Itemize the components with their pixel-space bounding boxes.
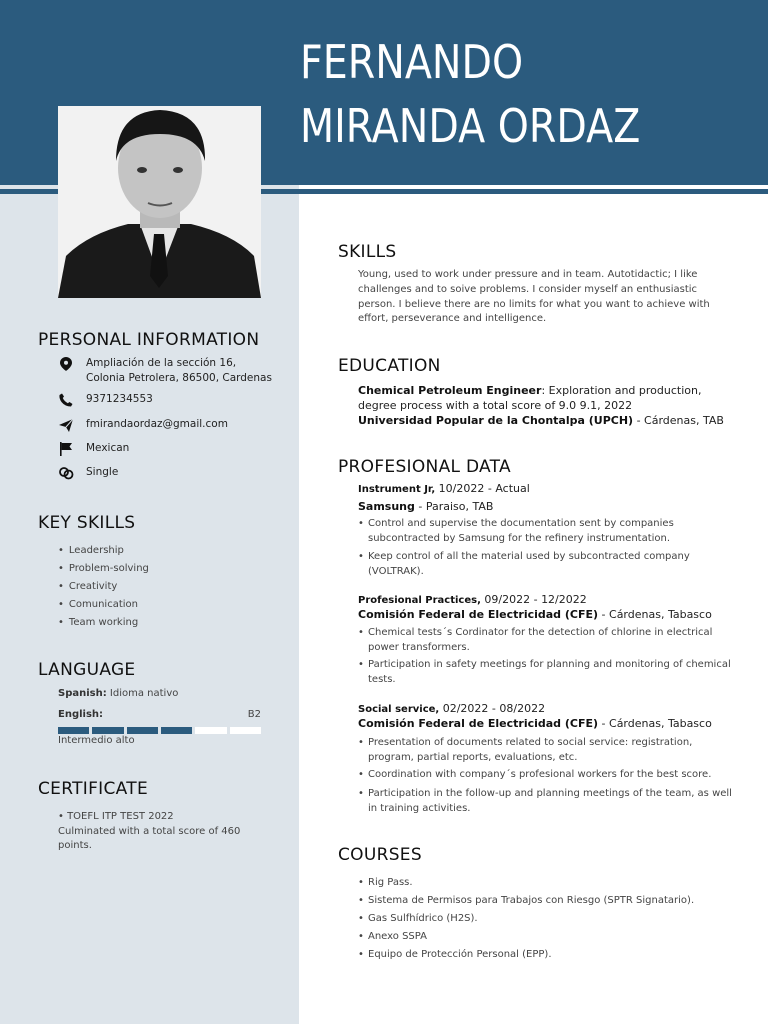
professional-data-title: PROFESIONAL DATA [338,457,511,477]
nationality-row [56,441,276,457]
job-role: Profesional Practices, [358,595,481,606]
degree-description: : Exploration and production, degree process with a total score of 9.0 9.1, 2022 [358,384,702,412]
location-pin-icon [56,356,76,372]
job-location: - Cárdenas, Tabasco [598,717,712,730]
english-label: English: [58,709,104,720]
language-title: LANGUAGE [38,660,136,680]
personal-information-title: PERSONAL INFORMATION [38,330,260,350]
job-role: Social service, [358,704,440,715]
nationality: Mexican [86,442,130,454]
job-company: Comisión Federal de Electricidad (CFE) [358,608,599,621]
spanish-label: Spanish: [58,688,107,699]
level-segment-empty [195,727,226,734]
list-item: • Participation in the follow-up and planning meetings of the team, as well in training activities. [358,787,738,816]
address-row [56,356,276,386]
english-description: Intermedio alto [58,735,135,746]
list-item: • Presentation of documents related to social service: registration, program, partial reports, evaluations, etc. [358,736,738,765]
list-item: • Comunication [58,598,149,616]
school-name: Universidad Popular de la Chontalpa (UPCH) [358,414,634,427]
level-segment-filled [127,727,158,734]
certificate-name: TOEFL ITP TEST 2022 [67,811,174,822]
courses-title: COURSES [338,845,422,865]
list-item: • Leadership [58,544,149,562]
list-item: • Problem-solving [58,562,149,580]
job-role: Instrument Jr, [358,484,436,495]
list-item: • Sistema de Permisos para Trabajos con Riesgo (SPTR Signatario). [358,894,738,909]
profile-photo [58,106,261,298]
phone-icon [56,392,76,408]
job-role-line [358,702,545,715]
level-segment-filled [161,727,192,734]
marital-status: Single [86,466,119,478]
level-segment-filled [58,727,89,734]
education-school [358,413,738,428]
list-item: • Rig Pass. [358,876,738,891]
candidate-name: FERNANDO MIRANDA ORDAZ [300,35,641,153]
job-role-line [358,593,587,606]
spanish-row [58,688,261,699]
job-company-line [358,500,493,513]
job-location: - Paraiso, TAB [414,500,494,513]
english-row [58,709,261,720]
job-company-line [358,608,712,621]
address-line-2: Colonia Petrolera, 86500, Cardenas [86,372,272,384]
job-dates: 10/2022 - Actual [435,482,530,495]
list-item: • Gas Sulfhídrico (H2S). [358,912,738,927]
marital-status-row [56,465,276,481]
list-item: • Anexo SSPA [358,930,738,945]
job-company-line [358,717,712,730]
list-item: • Equipo de Protección Personal (EPP). [358,948,738,963]
list-item: • Keep control of all the material used by subcontracted company (VOLTRAK). [358,550,738,579]
send-icon [56,417,76,433]
certificate-block: • TOEFL ITP TEST 2022 Culminated with a total score of 460 points. [58,810,258,854]
list-item: • Chemical tests´s Cordinator for the detection of chlorine in electrical power transformers. [358,626,738,655]
job-dates: 09/2022 - 12/2022 [480,593,587,606]
email-address: fmirandaordaz@gmail.com [86,418,228,430]
list-item: • Creativity [58,580,149,598]
school-location: - Cárdenas, TAB [633,414,724,427]
list-item: • Coordination with company´s profesional workers for the best score. [358,768,738,783]
job-role-line [358,482,530,495]
phone-number: 9371234553 [86,393,153,405]
level-segment-empty [230,727,261,734]
job-location: - Cárdenas, Tabasco [598,608,712,621]
certificate-description: Culminated with a total score of 460 points. [58,825,241,851]
job-company: Comisión Federal de Electricidad (CFE) [358,717,599,730]
level-segment-filled [92,727,123,734]
key-skills-title: KEY SKILLS [38,513,136,533]
address-line-1: Ampliación de la sección 16, [86,357,237,369]
list-item: • Participation in safety meetings for planning and monitoring of chemical tests. [358,658,738,687]
job-dates: 02/2022 - 08/2022 [439,702,546,715]
skills-title: SKILLS [338,242,397,262]
spanish-level: Idioma nativo [109,688,179,699]
education-title: EDUCATION [338,356,441,376]
education-degree [358,383,728,413]
list-item: • Control and supervise the documentation sent by companies subcontracted by Samsung for the refinery instrumentation. [358,517,738,546]
english-level-code: B2 [247,709,261,720]
english-level-bar [58,727,261,734]
job-company: Samsung [358,500,415,513]
email-row [56,417,276,433]
certificate-title: CERTIFICATE [38,779,148,799]
list-item: • Team working [58,616,149,634]
rings-icon [56,465,76,481]
key-skills-list [58,544,149,634]
skills-summary: Young, used to work under pressure and in team. Autotidactic; I like challenges and to soive problems. I consider myself an enthusiastic person. I believe there are no limits for what you want to achieve with effort, perseverance and intelligence. [358,269,710,325]
flag-icon [56,441,76,457]
degree-name: Chemical Petroleum Engineer [358,384,542,397]
phone-row [56,392,276,408]
